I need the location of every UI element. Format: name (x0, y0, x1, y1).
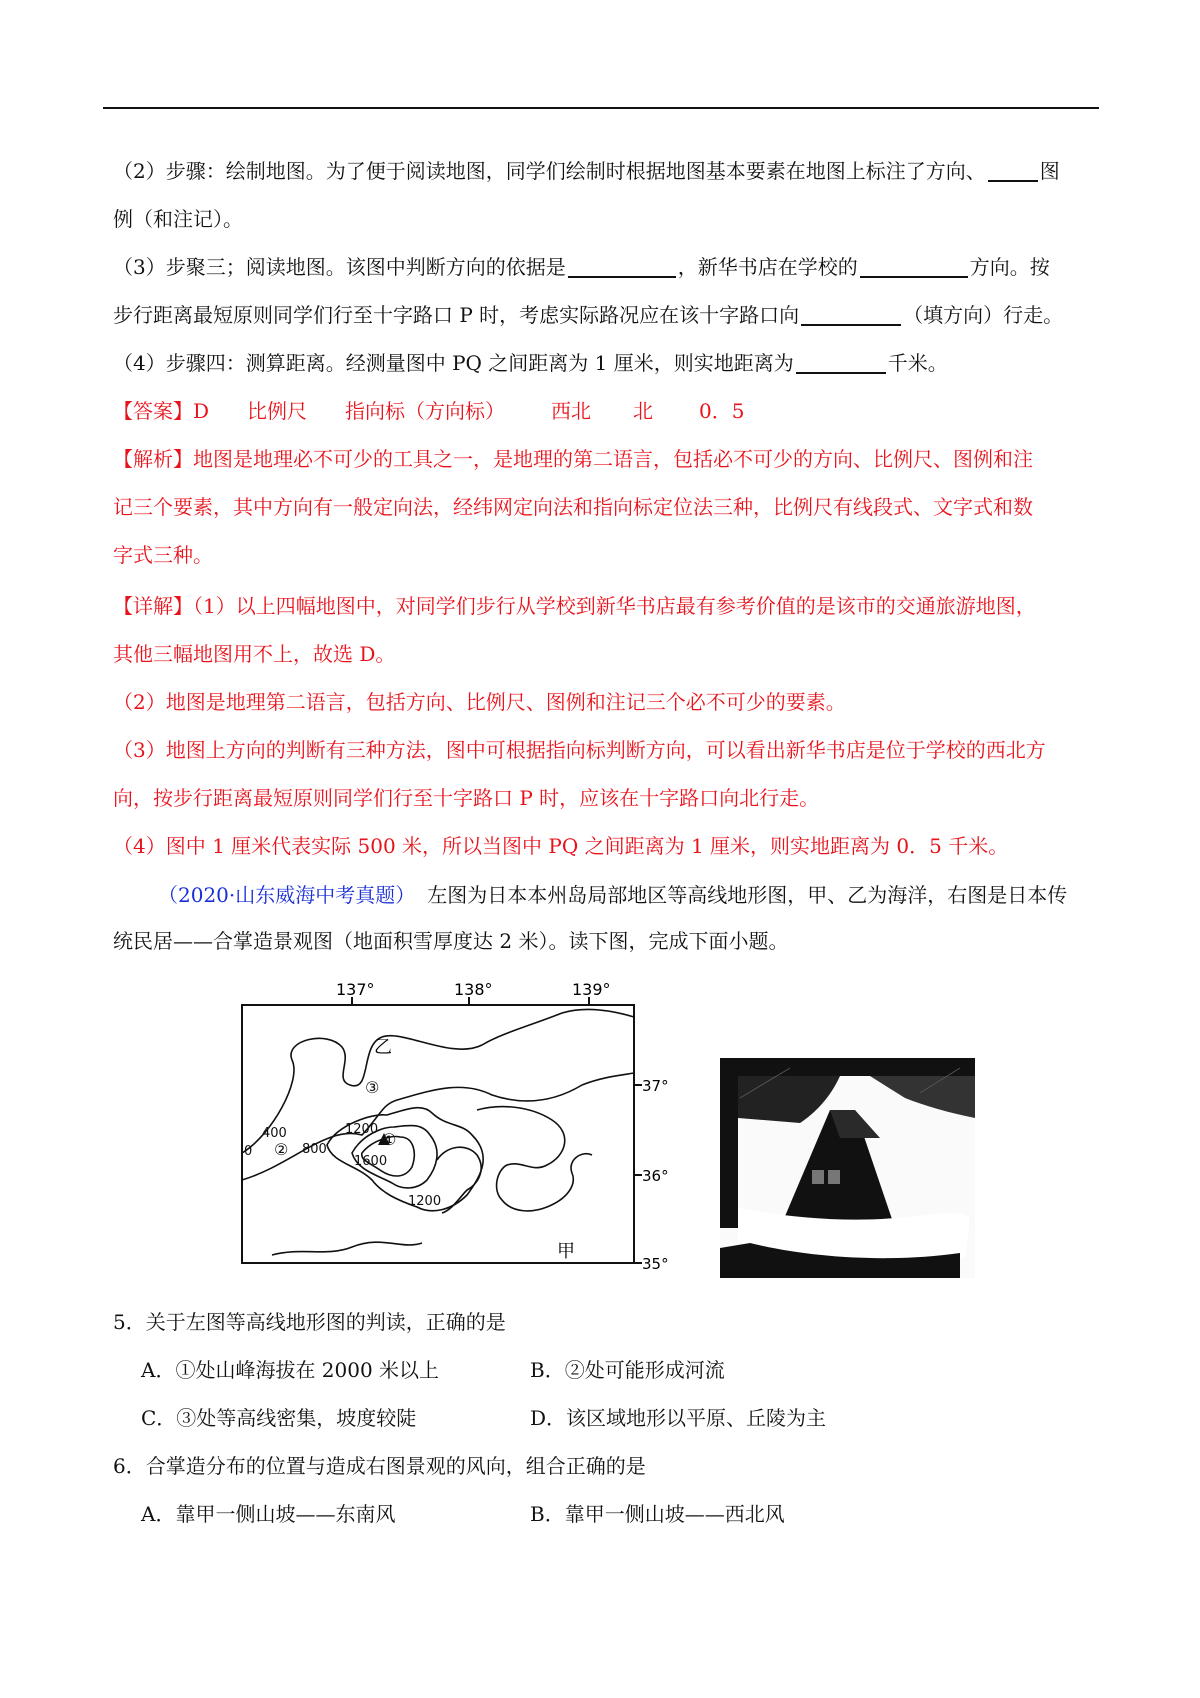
lat-label: 37° (642, 1077, 669, 1095)
point-1: ① (382, 1130, 397, 1149)
q3-text-e: （填方向）行走。 (903, 303, 1064, 327)
answer-item: 西北 (551, 399, 592, 423)
q6-stem: 6．合掌造分布的位置与造成右图景观的风向，组合正确的是 (113, 1454, 646, 1478)
point-2: ② (274, 1140, 289, 1159)
source-text: 左图为日本本州岛局部地区等高线地形图，甲、乙为海洋，右图是日本传 (427, 883, 1068, 907)
q3-text-b: ，新华书店在学校的 (677, 255, 858, 279)
lon-label: 139° (572, 980, 611, 999)
analysis-line2: 记三个要素，其中方向有一般定向法，经纬网定向法和指向标定位法三种，比例尺有线段式、文字式和数 (113, 495, 1033, 519)
q3-line2 (113, 291, 1103, 339)
contour-label: 400 (262, 1126, 287, 1141)
contour-label: 1600 (354, 1154, 388, 1169)
q5-option-a[interactable]: A．①处山峰海拔在 2000 米以上 (141, 1358, 440, 1382)
lat-label: 36° (642, 1167, 669, 1185)
contour-map (232, 980, 669, 1290)
contour-label: 1200 (408, 1194, 442, 1209)
q4-text-b: 千米。 (887, 351, 948, 375)
lon-label: 137° (336, 980, 375, 999)
q3-text-c: 方向。按 (969, 255, 1050, 279)
contour-label: 0 (244, 1144, 253, 1159)
sea-label-jia: 甲 (557, 1241, 575, 1262)
lon-label: 138° (454, 980, 493, 999)
answer-item: D (193, 399, 210, 423)
q6-option-a[interactable]: A．靠甲一侧山坡——东南风 (141, 1502, 396, 1526)
detail-p3-line1: （3）地图上方向的判断有三种方法，图中可根据指向标判断方向，可以看出新华书店是位于学校的西北方 (113, 738, 1046, 762)
map-frame (242, 1005, 634, 1263)
q3-text-d: 步行距离最短原则同学们行至十字路口 P 时，考虑实际路况应在该十字路口向 (113, 303, 800, 327)
header-rule (103, 107, 1099, 109)
analysis-line3: 字式三种。 (113, 543, 213, 567)
detail-p4: （4）图中 1 厘米代表实际 500 米，所以当图中 PQ 之间距离为 1 厘米，则实地距离为 0．5 千米。 (113, 834, 1009, 858)
q4-blank (796, 350, 886, 374)
q5-option-b[interactable]: B．②处可能形成河流 (530, 1358, 725, 1382)
q3-blank-3 (801, 302, 901, 326)
q3-text-a: （3）步聚三；阅读地图。该图中判断方向的依据是 (113, 255, 566, 279)
answer-item: 北 (633, 399, 654, 423)
q5-option-d[interactable]: D．该区域地形以平原、丘陵为主 (530, 1406, 827, 1430)
q4-line (113, 339, 1103, 387)
answer-tag: 【答案】 (113, 399, 193, 423)
q5-stem: 5．关于左图等高线地形图的判读，正确的是 (113, 1310, 506, 1334)
q2-line1 (113, 147, 1103, 195)
lat-label: 35° (642, 1255, 669, 1273)
contour-label: 800 (302, 1142, 327, 1157)
q6-option-b[interactable]: B．靠甲一侧山坡——西北风 (530, 1502, 785, 1526)
q2-text-end: 图 (1039, 159, 1060, 183)
analysis-text: 地图是地理必不可少的工具之一，是地理的第二语言，包括必不可少的方向、比例尺、图例和注 (193, 447, 1033, 471)
gassho-house-photo (720, 1058, 975, 1278)
q2-blank (988, 158, 1038, 182)
q3-line1 (113, 243, 1103, 291)
q5-option-c[interactable]: C．③处等高线密集，坡度较陡 (141, 1406, 417, 1430)
sea-label-yi: 乙 (374, 1037, 392, 1058)
analysis-tag: 【解析】 (113, 447, 193, 471)
detail-p3-line2: 向，按步行距离最短原则同学们行至十字路口 P 时，应该在十字路口向北行走。 (113, 786, 820, 810)
q3-blank-1 (568, 254, 676, 278)
point-3: ③ (365, 1078, 380, 1097)
detail-tag: 【详解】 (113, 594, 193, 618)
q4-text-a: （4）步骤四：测算距离。经测量图中 PQ 之间距离为 1 厘米，则实地距离为 (113, 351, 794, 375)
answer-item: 比例尺 (247, 399, 308, 423)
analysis-line1 (113, 435, 1103, 483)
source-tag: （2020·山东威海中考真题） (158, 883, 416, 907)
answer-item: 指向标（方向标） (345, 399, 506, 423)
detail-p1-line1 (113, 582, 1103, 630)
detail-p2: （2）地图是地理第二语言，包括方向、比例尺、图例和注记三个必不可少的要素。 (113, 690, 846, 714)
contour-label: 1200 (345, 1122, 379, 1137)
detail-p1-line2: 其他三幅地图用不上，故选 D。 (113, 642, 396, 666)
answer-line (113, 387, 1103, 435)
q2-line2: 例（和注记）。 (113, 207, 243, 231)
source-line2: 统民居——合掌造景观图（地面积雪厚度达 2 米）。读下图，完成下面小题。 (113, 929, 789, 953)
detail-text: （1）以上四幅地图中，对同学们步行从学校到新华书店最有参考价值的是该市的交通旅游地图， (193, 594, 1036, 618)
source-line1 (158, 871, 1098, 919)
q3-blank-2 (860, 254, 968, 278)
answer-item: 0．5 (699, 399, 745, 423)
q2-text: （2）步骤：绘制地图。为了便于阅读地图，同学们绘制时根据地图基本要素在地图上标注了方向、 (113, 159, 986, 183)
